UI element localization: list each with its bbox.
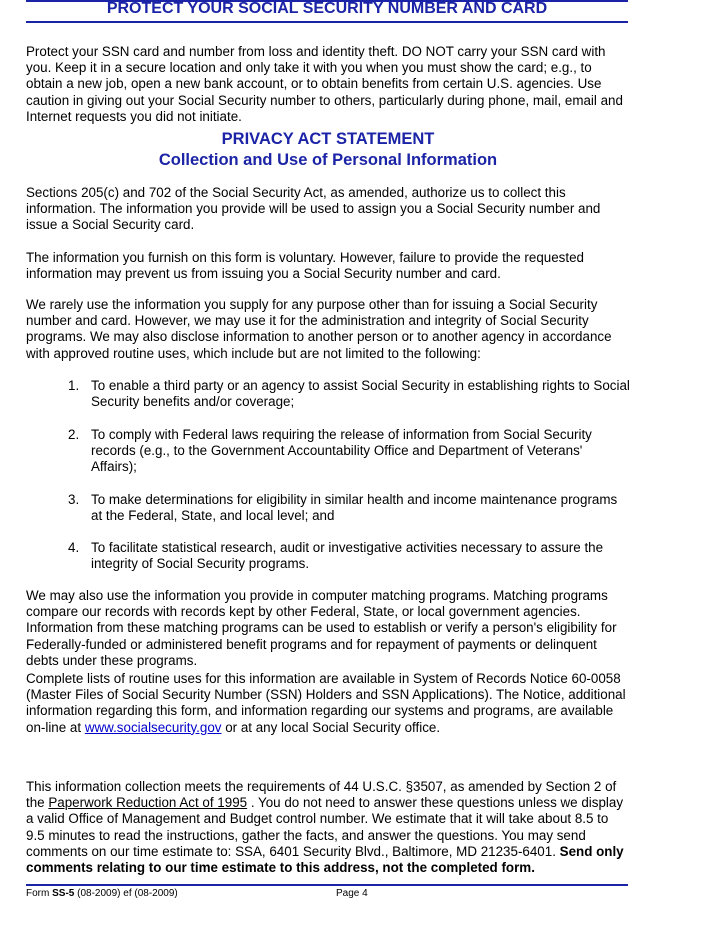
records-notice-tail: or at any local Social Security office. [221, 719, 441, 735]
ssa-website-link[interactable]: www.socialsecurity.gov [84, 719, 222, 735]
page-title: PROTECT YOUR SOCIAL SECURITY NUMBER AND CARD [106, 0, 548, 17]
list-text: To make determinations for eligibility in similar health and income maintenance programs at the Federal, State, and local level; and [91, 492, 618, 524]
list-number: 3. [68, 492, 80, 507]
privacy-title: PRIVACY ACT STATEMENT [221, 130, 435, 148]
paperwork-paragraph [26, 779, 630, 876]
authority-paragraph: Sections 205(c) and 702 of the Social Security Act, as amended, authorize us to collect this information. The information you provide will be used to assign you a Social Security number and issue a Social Security card. [26, 185, 601, 233]
page-number: Page 4 [336, 888, 368, 899]
records-notice-paragraph [26, 671, 630, 736]
paperwork-bold-note: Send only comments relating to our time estimate to this address, not the completed form. [26, 843, 624, 876]
list-text: To facilitate statistical research, audit or investigative activities necessary to assure the integrity of Social Security programs. [91, 540, 604, 572]
list-number: 2. [68, 427, 80, 442]
paperwork-body: . You do not need to answer these questions unless we display a valid Office of Management and Budget control number. We estimate that it will take about 8.5 to 9.5 minutes to read the instructions, gather the facts, and answer the questions. You may send comments on our time estimate to: SSA, 6401 Security Blvd., Baltimore, MD 21235-6401. [26, 795, 624, 859]
form-number: Form SS-5 (08-2009) ef (08-2009) [26, 888, 178, 899]
list-number: 1. [68, 378, 80, 393]
voluntary-paragraph: The information you furnish on this form is voluntary. However, failure to provide the requested information may prevent us from issuing you a Social Security number and card. [26, 250, 584, 282]
privacy-subtitle: Collection and Use of Personal Information [158, 151, 498, 169]
paperwork-text: This information collection meets the requirements of 44 U.S.C. §3507, as amended by Section 2 of the [26, 779, 617, 811]
paperwork-act-reference: Paperwork Reduction Act of 1995 [48, 795, 248, 811]
matching-paragraph: We may also use the information you provide in computer matching programs. Matching programs compare our records with records kept by other Federal, State, or local government agencies. Information from these matching programs can be used to establish or verify a person's eligibility for Federally-funded or administered benefit programs and for repayment of payments or delinquent debts under these programs. [26, 588, 617, 668]
records-notice-text: Complete lists of routine uses for this information are available in System of Records Notice 60-0058 (Master Files of Social Security Number (SSN) Holders and SSN Applications). The Notice, additional information regarding this form, and information regarding our systems and programs, are available on-line at [26, 671, 626, 735]
list-text: To comply with Federal laws requiring the release of information from Social Security records (e.g., to the Government Accountability Office and Department of Veterans' Affairs); [91, 427, 592, 475]
protect-paragraph: Protect your SSN card and number from loss and identity theft. DO NOT carry your SSN card with you. Keep it in a secure location and only take it with you when you must show the card; e.g., to obtain a new job, open a new bank account, or to obtain benefits from certain U.S. agencies. Use caution in giving out your Social Security number to others, particularly during phone, mail, email and Internet requests you did not initiate. [26, 44, 623, 124]
footer-rule [26, 884, 628, 886]
title-rule [26, 21, 628, 23]
list-number: 4. [68, 540, 80, 555]
routine-uses-paragraph: We rarely use the information you supply for any purpose other than for issuing a Social Security number and card. However, we may use it for the administration and integrity of Social Security programs. We may also disclose information to another person or to another agency in accordance with approved routine uses, which include but are not limited to the following: [26, 297, 612, 361]
list-text: To enable a third party or an agency to assist Social Security in establishing rights to Social Security benefits and/or coverage; [91, 378, 630, 410]
